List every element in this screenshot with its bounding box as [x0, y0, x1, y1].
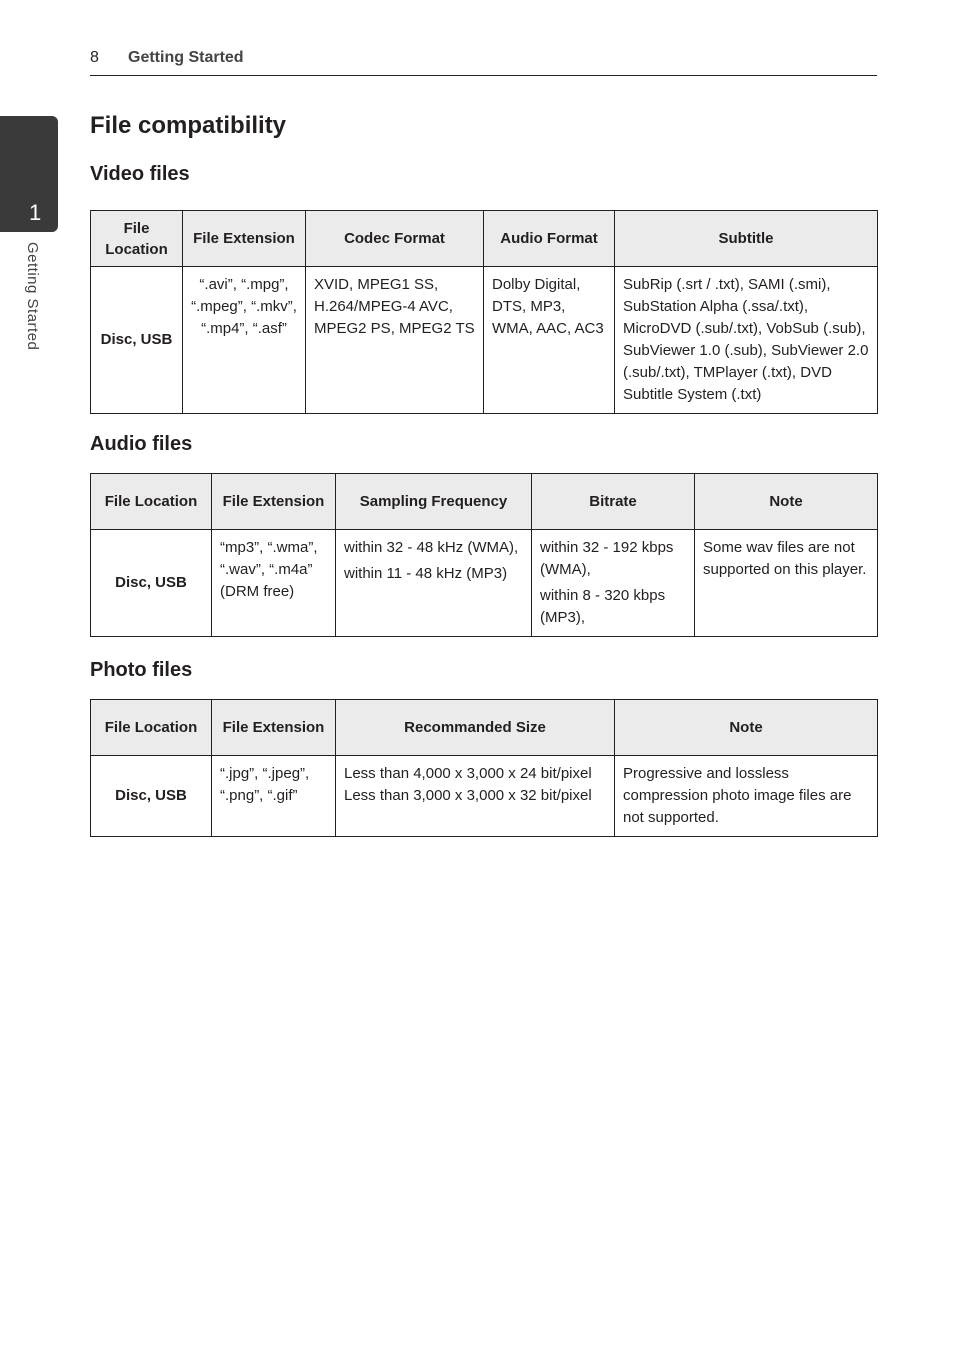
- sampling-mp3-text: within 11 - 48 kHz (MP3): [344, 565, 508, 582]
- table-header-row: [91, 700, 878, 756]
- file-location-cell: Disc, USB: [91, 267, 183, 414]
- column-header: Subtitle: [615, 211, 878, 267]
- column-header: File Location: [91, 700, 212, 756]
- photo-files-table: [90, 699, 878, 837]
- file-extension-cell: “.avi”, “.mpg”, “.mpeg”, “.mkv”, “.mp4”, “.asf”: [183, 267, 306, 414]
- column-header: Note: [615, 700, 878, 756]
- sampling-frequency-cell: [336, 530, 532, 637]
- file-location-cell: Disc, USB: [91, 530, 212, 637]
- table-header-row: [91, 474, 878, 530]
- audio-files-table: [90, 473, 878, 637]
- size-24bit-text: Less than 4,000 x 3,000 x 24 bit/pixel: [344, 765, 592, 782]
- header-section-title: Getting Started: [128, 49, 244, 66]
- recommended-size-cell: [336, 756, 615, 837]
- column-header: Bitrate: [532, 474, 695, 530]
- photo-files-heading: Photo files: [90, 659, 193, 681]
- bitrate-cell: [532, 530, 695, 637]
- file-extension-cell: “.jpg”, “.jpeg”, “.png”, “.gif”: [212, 756, 336, 837]
- subtitle-cell: SubRip (.srt / .txt), SAMI (.smi), SubStation Alpha (.ssa/.txt), MicroDVD (.sub/.txt), VobSub (.sub), SubViewer 1.0 (.sub), SubViewer 2.0 (.sub/.txt), TMPlayer (.txt), DVD Subtitle System (.txt): [615, 267, 878, 414]
- bitrate-wma-text: within 32 - 192 kbps (WMA),: [540, 539, 674, 578]
- column-header: Sampling Frequency: [336, 474, 532, 530]
- column-header: File Extension: [212, 474, 336, 530]
- note-cell: Some wav files are not supported on this player.: [695, 530, 878, 637]
- table-row: [91, 756, 878, 837]
- column-header: Audio Format: [484, 211, 615, 267]
- table-row: [91, 530, 878, 637]
- column-header: File Extension: [183, 211, 306, 267]
- size-32bit-text: Less than 3,000 x 3,000 x 32 bit/pixel: [344, 787, 592, 804]
- column-header: Recommanded Size: [336, 700, 615, 756]
- page-title: File compatibility: [90, 112, 287, 139]
- chapter-side-label: Getting Started: [24, 242, 41, 351]
- page-header: [90, 48, 877, 76]
- table-header-row: [91, 211, 878, 267]
- table-row: [91, 267, 878, 414]
- audio-format-cell: Dolby Digital, DTS, MP3, WMA, AAC, AC3: [484, 267, 615, 414]
- column-header: Codec Format: [306, 211, 484, 267]
- file-extension-cell: “mp3”, “.wma”, “.wav”, “.m4a” (DRM free): [212, 530, 336, 637]
- column-header: File Location: [91, 474, 212, 530]
- chapter-number: 1: [29, 200, 42, 225]
- column-header: File Extension: [212, 700, 336, 756]
- video-files-table: [90, 210, 878, 414]
- audio-files-heading: Audio files: [90, 433, 193, 455]
- file-location-cell: Disc, USB: [91, 756, 212, 837]
- column-header: Note: [695, 474, 878, 530]
- column-header: File Location: [91, 211, 183, 267]
- codec-format-cell: XVID, MPEG1 SS, H.264/MPEG-4 AVC, MPEG2 PS, MPEG2 TS: [306, 267, 484, 414]
- note-cell: Progressive and lossless compression photo image files are not supported.: [615, 756, 878, 837]
- bitrate-mp3-text: within 8 - 320 kbps (MP3),: [540, 587, 666, 626]
- video-files-heading: Video files: [90, 163, 190, 185]
- page-number: 8: [90, 49, 99, 66]
- sampling-wma-text: within 32 - 48 kHz (WMA),: [344, 539, 519, 556]
